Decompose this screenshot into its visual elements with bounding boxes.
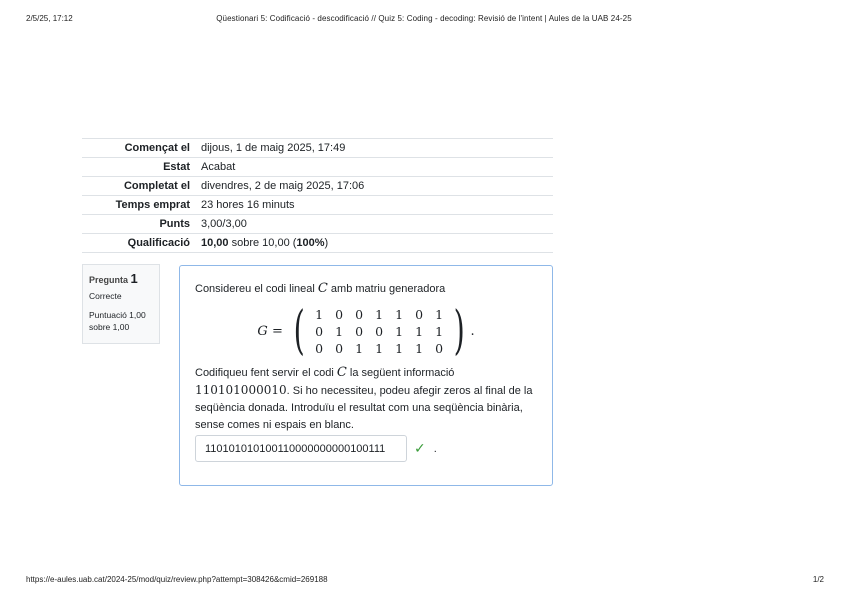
summary-label: Començat el — [82, 139, 201, 158]
question-intro — [195, 282, 537, 296]
summary-label: Temps emprat — [82, 196, 201, 215]
matrix-period: . — [470, 323, 475, 339]
grade-value: 10,00 — [201, 237, 229, 249]
print-title: Qüestionari 5: Codificació - descodificació // Quiz 5: Coding - decoding: Revisió de l'intent | Aules de la UAB 24-25 — [216, 14, 632, 23]
matrix-cell: 1 — [435, 323, 444, 339]
generator-matrix — [195, 303, 537, 359]
summary-row-state — [82, 158, 553, 177]
matrix-cell: 1 — [395, 323, 404, 339]
answer-input[interactable] — [195, 435, 407, 462]
summary-row-completed — [82, 177, 553, 196]
question-grade: Puntuació 1,00 sobre 1,00 — [89, 310, 146, 332]
grade-percent: 100% — [296, 237, 325, 249]
matrix-cell: 1 — [395, 306, 404, 322]
matrix-cell: 1 — [415, 323, 424, 339]
matrix-cell: 1 — [375, 306, 384, 322]
summary-value: 23 hores 16 minuts — [201, 196, 553, 215]
answer-period: . — [433, 442, 437, 455]
intro-text: Considereu el codi lineal — [195, 283, 318, 295]
matrix-cell: 0 — [315, 323, 324, 339]
attempt-summary-table — [82, 138, 553, 253]
matrix-cell: 0 — [335, 306, 344, 322]
matrix-cell: 0 — [435, 340, 444, 356]
grade-out-of: sobre 10,00 ( — [228, 237, 297, 249]
task-text: la següent informació — [346, 367, 455, 379]
info-bits: 110101000010 — [195, 383, 287, 397]
question-content — [179, 265, 553, 486]
matrix-cell: 1 — [375, 340, 384, 356]
matrix-cell: 0 — [415, 306, 424, 322]
matrix-cell: 1 — [355, 340, 364, 356]
summary-value: divendres, 2 de maig 2025, 17:06 — [201, 177, 553, 196]
check-icon: ✓ — [414, 440, 426, 456]
answer-row — [195, 435, 537, 462]
summary-label: Punts — [82, 215, 201, 234]
matrix-lhs: G = — [257, 323, 283, 339]
print-page-number: 1/2 — [812, 575, 824, 584]
matrix-cell: 1 — [435, 306, 444, 322]
right-paren: ) — [453, 301, 465, 361]
summary-row-time-taken — [82, 196, 553, 215]
summary-label: Estat — [82, 158, 201, 177]
summary-row-grade — [82, 234, 553, 253]
question-number — [89, 271, 153, 286]
matrix-cell: 1 — [415, 340, 424, 356]
task-text: . Si ho necessiteu, podeu afegir zeros al final de la seqüència donada. Introduïu el resultat com una seqüència binària, sense comes ni espais en blanc. — [195, 385, 533, 431]
matrix-grid — [309, 306, 449, 357]
print-url: https://e-aules.uab.cat/2024-25/mod/quiz/review.php?attempt=308426&cmid=269188 — [26, 575, 328, 584]
question-task — [195, 364, 537, 434]
task-text: Codifiqueu fent servir el codi — [195, 367, 337, 379]
intro-text-end: amb matriu generadora — [327, 283, 446, 295]
question-number-value: 1 — [130, 271, 138, 286]
summary-row-marks — [82, 215, 553, 234]
left-paren: ( — [293, 301, 305, 361]
matrix-cell: 0 — [315, 340, 324, 356]
code-symbol: C — [336, 365, 347, 380]
matrix-cell: 0 — [375, 323, 384, 339]
matrix-cell: 0 — [355, 323, 364, 339]
grade-close: ) — [324, 237, 329, 249]
summary-value: 3,00/3,00 — [201, 215, 553, 234]
question-prefix: Pregunta — [89, 275, 129, 285]
matrix-cell: 0 — [355, 306, 364, 322]
matrix-cell: 1 — [335, 323, 344, 339]
matrix-cell: 1 — [395, 340, 404, 356]
print-header — [0, 14, 848, 28]
summary-label: Completat el — [82, 177, 201, 196]
print-date: 2/5/25, 17:12 — [26, 14, 73, 23]
question-state: Correcte — [89, 291, 122, 301]
print-footer — [0, 575, 848, 589]
summary-row-started — [82, 139, 553, 158]
summary-label: Qualificació — [82, 234, 201, 253]
matrix-cell: 1 — [315, 306, 324, 322]
code-symbol: C — [317, 281, 328, 296]
question-info-panel — [82, 264, 160, 344]
summary-value: Acabat — [201, 158, 553, 177]
summary-value: dijous, 1 de maig 2025, 17:49 — [201, 139, 553, 158]
matrix-cell: 0 — [335, 340, 344, 356]
summary-value — [201, 234, 553, 253]
